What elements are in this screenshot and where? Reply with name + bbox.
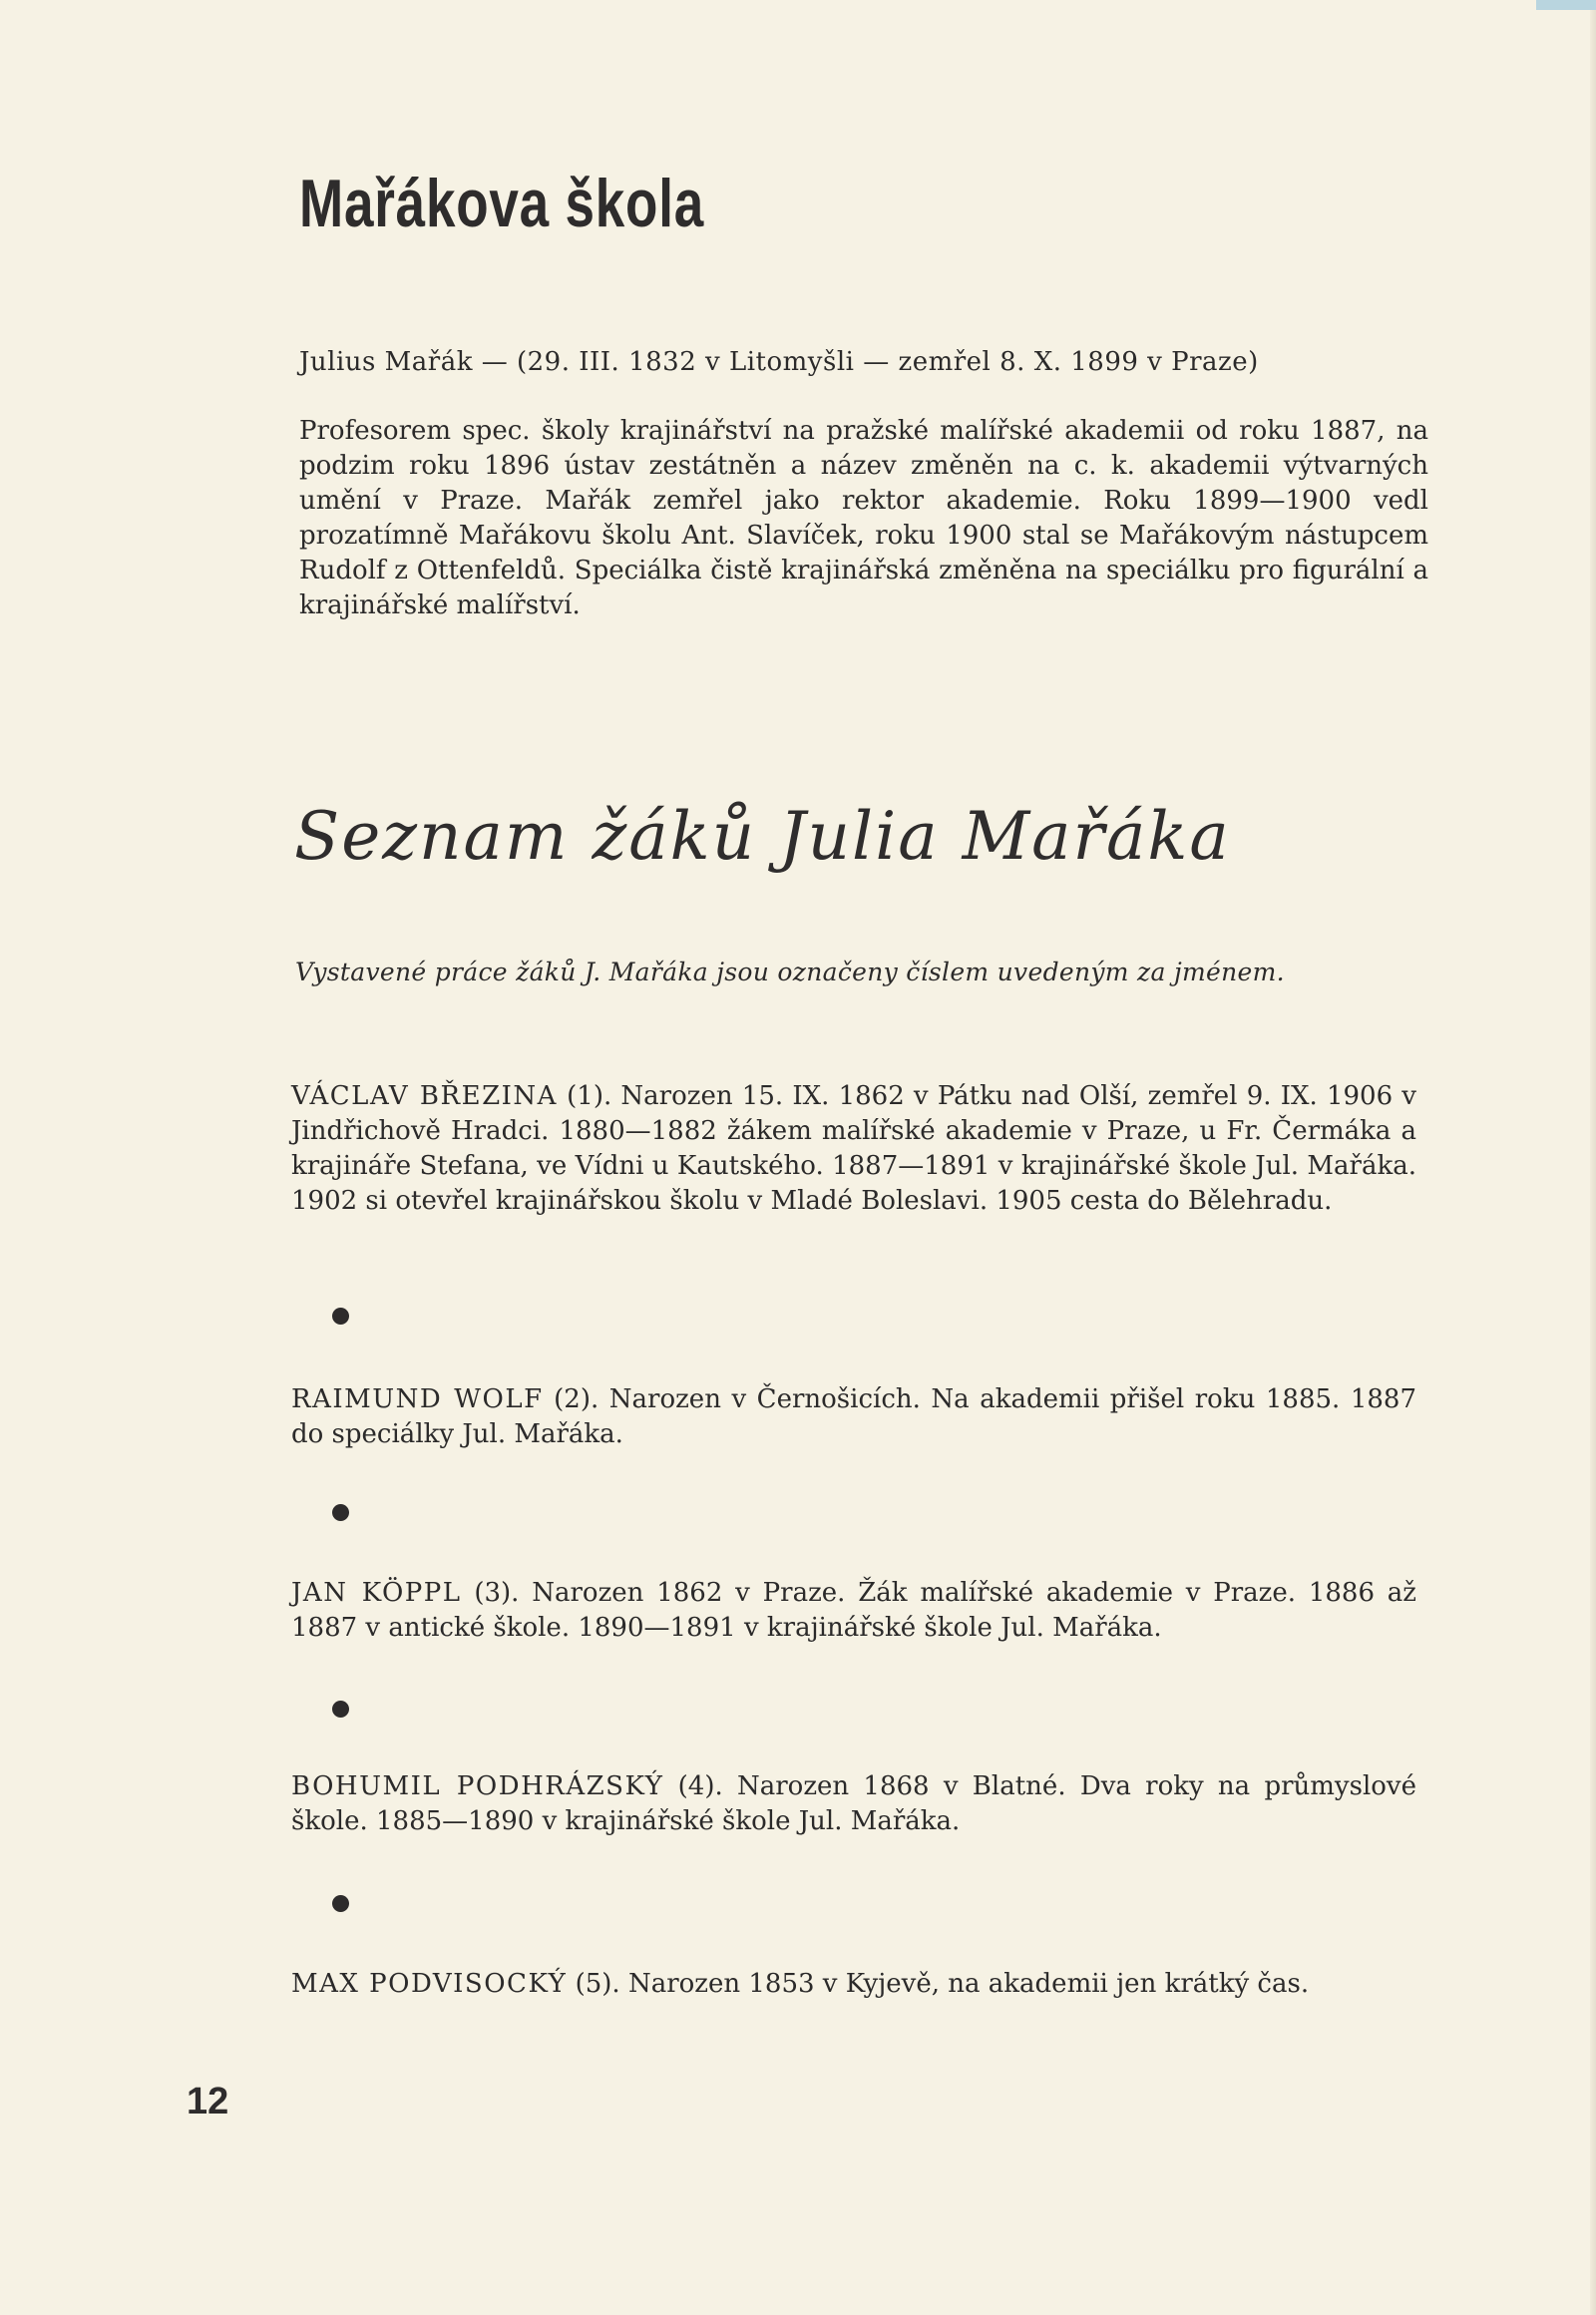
student-name: JAN KÖPPL (291, 1578, 462, 1608)
page-number: 12 (187, 2081, 229, 2122)
student-entry (291, 1769, 1416, 1839)
student-text: (3). Narozen 1862 v Praze. Žák malířské akademie v Praze. 1886 až 1887 v antické škole. 1890—1891 v krajinářské škole Jul. Mařáka. (291, 1578, 1416, 1643)
student-name: RAIMUND WOLF (291, 1384, 544, 1414)
student-text: (4). Narozen 1868 v Blatné. Dva roky na průmyslové škole. 1885—1890 v krajinářské škole Jul. Mařáka. (291, 1771, 1416, 1836)
corner-mark (1536, 0, 1596, 10)
bullet-divider (332, 1308, 349, 1325)
student-name: MAX PODVISOCKÝ (291, 1969, 568, 1999)
student-name: VÁCLAV BŘEZINA (291, 1081, 558, 1111)
students-list-heading: Seznam žáků Julia Mařáka (294, 798, 1231, 875)
student-entry (291, 1382, 1416, 1452)
student-entry (291, 1967, 1416, 2002)
student-text: (1). Narozen 15. IX. 1862 v Pátku nad Olší, zemřel 9. IX. 1906 v Jindřichově Hradci. 1880—1882 žákem malířské akademie v Praze, u Fr. Čermáka a krajináře Stefana, ve Vídni u Kautského. 1887—1891 v krajinářské škole Jul. Mařáka. 1902 si otevřel krajinářskou školu v Mladé Boleslavi. 1905 cesta do Bělehradu. (291, 1081, 1416, 1216)
bullet-divider (332, 1504, 349, 1521)
biography-line: Julius Mařák — (29. III. 1832 v Litomyšli — zemřel 8. X. 1899 v Praze) (299, 347, 1259, 377)
student-text: (2). Narozen v Černošicích. Na akademii přišel roku 1885. 1887 do speciálky Jul. Mařáka. (291, 1384, 1416, 1449)
intro-paragraph: Profesorem spec. školy krajinářství na pražské malířské akademii od roku 1887, na podzim roku 1896 ústav zestátněn a název změněn na c. k. akademii výtvarných umění v Praze. Mařák zemřel jako rektor akademie. Roku 1899—1900 vedl prozatímně Mařákovu školu Ant. Slavíček, roku 1900 stal se Mařákovým nástupcem Rudolf z Ottenfeldů. Speciálka čistě krajinářská změněna na speciálku pro figurální a krajinářské malířství. (299, 416, 1428, 620)
student-name: BOHUMIL PODHRÁZSKÝ (291, 1771, 664, 1801)
exhibition-note: Vystavené práce žáků J. Mařáka jsou označeny číslem uvedeným za jménem. (295, 958, 1285, 986)
bullet-divider (332, 1895, 349, 1912)
bullet-divider (332, 1701, 349, 1718)
student-entry (291, 1576, 1416, 1646)
page-title: Mařákova škola (299, 166, 705, 241)
student-entry (291, 1079, 1416, 1219)
page-edge (1590, 0, 1596, 2315)
student-text: (5). Narozen 1853 v Kyjevě, na akademii jen krátký čas. (567, 1969, 1310, 1999)
